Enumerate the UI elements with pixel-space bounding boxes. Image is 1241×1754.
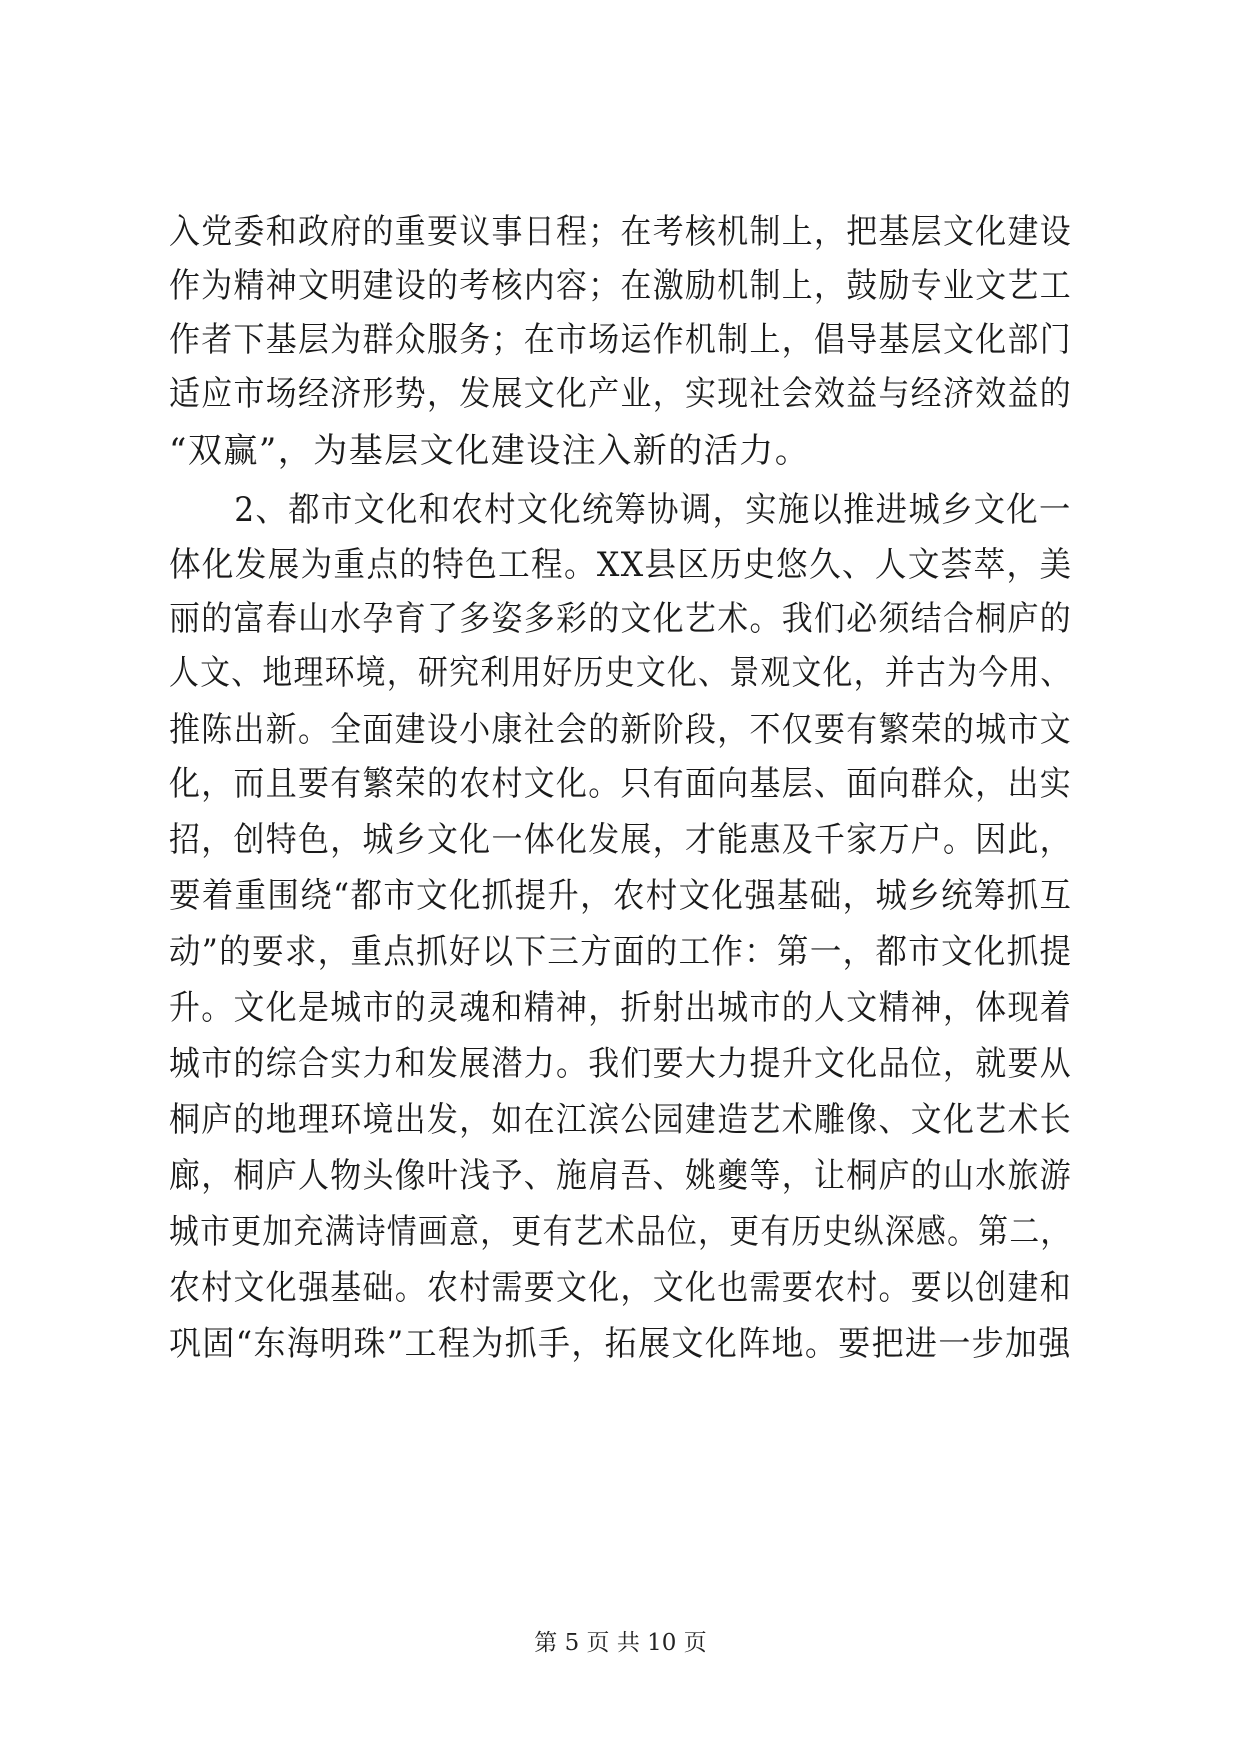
- body-text-line: 桐庐的地理环境出发，如在江滨公园建造艺术雕像、文化艺术长: [169, 1100, 1072, 1140]
- body-text-line: 推陈出新。全面建设小康社会的新阶段，不仅要有繁荣的城市文: [169, 710, 1072, 750]
- body-text-line: 要着重围绕“都市文化抓提升，农村文化强基础，城乡统筹抓互: [169, 876, 1073, 916]
- body-text-line: 廊，桐庐人物头像叶浅予、施肩吾、姚夔等，让桐庐的山水旅游: [169, 1156, 1072, 1196]
- body-text-line: 城市更加充满诗情画意，更有艺术品位，更有历史纵深感。第二，: [169, 1212, 1072, 1252]
- body-text-line: 农村文化强基础。农村需要文化，文化也需要农村。要以创建和: [169, 1268, 1072, 1308]
- body-text-line: 体化发展为重点的特色工程。XX县区历史悠久、人文荟萃，美: [169, 545, 1073, 585]
- body-text-line: 作为精神文明建设的考核内容；在激励机制上，鼓励专业文艺工: [169, 266, 1072, 306]
- body-text-line: “双赢”，为基层文化建设注入新的活力。: [169, 431, 811, 471]
- body-text-line: 动”的要求，重点抓好以下三方面的工作：第一，都市文化抓提: [169, 932, 1073, 972]
- body-text-line: 2、都市文化和农村文化统筹协调，实施以推进城乡文化一: [169, 490, 1072, 530]
- body-text-line: 城市的综合实力和发展潜力。我们要大力提升文化品位，就要从: [169, 1044, 1072, 1084]
- page-number-footer: 第 5 页 共 10 页: [534, 1630, 707, 1656]
- body-text-line: 作者下基层为群众服务；在市场运作机制上，倡导基层文化部门: [169, 320, 1072, 360]
- body-text-line: 招，创特色，城乡文化一体化发展，才能惠及千家万户。因此，: [169, 820, 1072, 860]
- body-text-line: 化，而且要有繁荣的农村文化。只有面向基层、面向群众，出实: [169, 764, 1072, 804]
- body-text-line: 升。文化是城市的灵魂和精神，折射出城市的人文精神，体现着: [169, 988, 1072, 1028]
- body-text-line: 人文、地理环境，研究利用好历史文化、景观文化，并古为今用、: [169, 653, 1072, 693]
- body-text-line: 适应市场经济形势，发展文化产业，实现社会效益与经济效益的: [169, 374, 1072, 414]
- body-text-line: 丽的富春山水孕育了多姿多彩的文化艺术。我们必须结合桐庐的: [169, 599, 1072, 639]
- body-text-line: 巩固“东海明珠”工程为抓手，拓展文化阵地。要把进一步加强: [169, 1324, 1072, 1364]
- body-text-line: 入党委和政府的重要议事日程；在考核机制上，把基层文化建设: [169, 212, 1072, 252]
